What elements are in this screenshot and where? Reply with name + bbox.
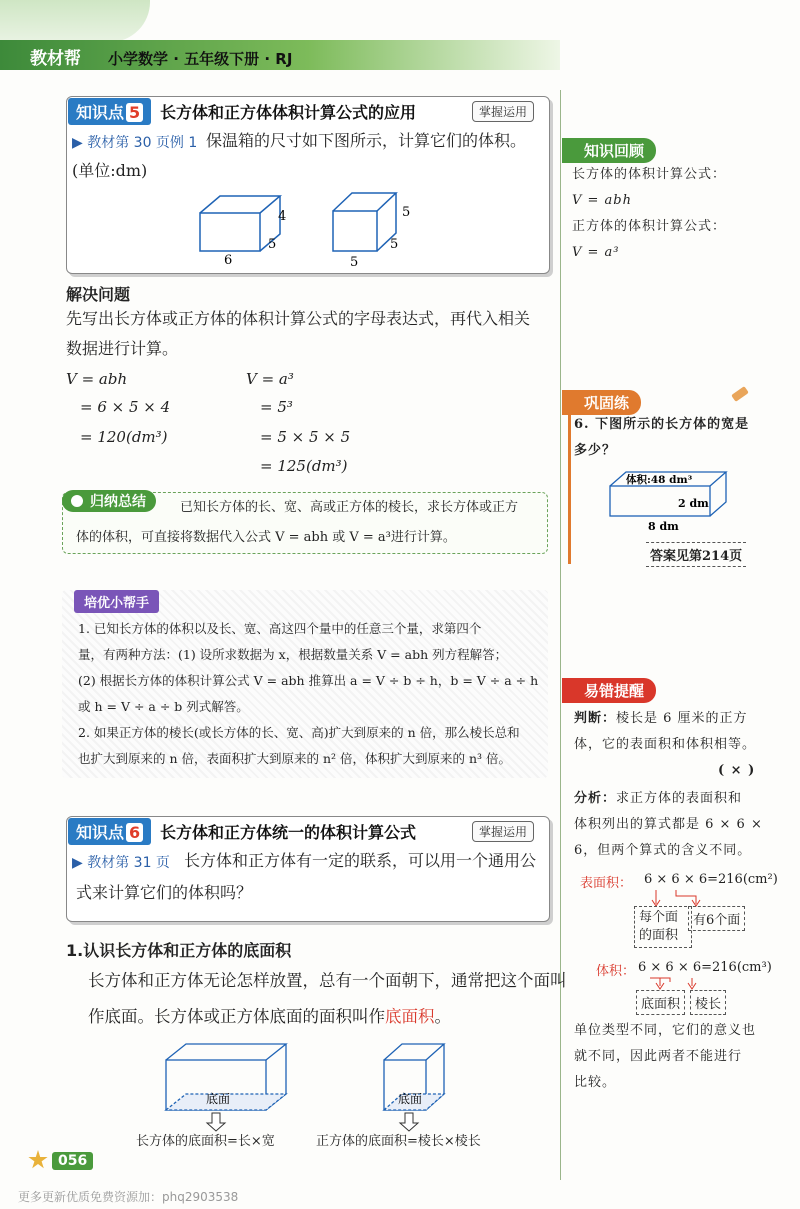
- knowledge-point-5-tag: 知识点 5: [68, 98, 151, 125]
- conclusion-line-3: 比较。: [574, 1075, 617, 1090]
- term-base-area: 底面积: [385, 1007, 435, 1026]
- red-arrow-icon: [652, 890, 660, 906]
- helper-line: 1. 已知长方体的体积以及长、宽、高这四个量中的任意三个量，求第四个: [78, 621, 482, 636]
- cuboid-top: [166, 1044, 286, 1060]
- solve-text-1: 先写出长方体或正方体的体积计算公式的字母表达式，再代入相关: [66, 309, 531, 328]
- calc-right-3: = 5 × 5 × 5: [260, 428, 351, 446]
- practice-question-1: 6. 下图所示的长方体的宽是: [574, 417, 750, 432]
- calc-left-3: = 120(dm³): [80, 428, 168, 446]
- cuboid-height-label: 4: [278, 209, 287, 224]
- calc-left-2: = 6 × 5 × 4: [80, 398, 171, 416]
- target-icon: [68, 492, 86, 510]
- volume-box-base-area: 底面积: [636, 990, 685, 1015]
- k6-question-1: 长方体和正方体有一定的联系，可以用一个通用公: [184, 851, 537, 870]
- solve-heading: 解决问题: [66, 285, 131, 304]
- example-question: 保温箱的尺寸如下图所示，计算它们的体积。: [206, 131, 527, 150]
- conclusion-line-1: 单位类型不同，它们的意义也: [574, 1023, 757, 1038]
- cube-front: [333, 211, 377, 251]
- unit-note: (单位:dm): [72, 161, 148, 180]
- book-title: 小学数学 · 五年级下册 · RJ: [108, 50, 293, 68]
- practice-figure: [604, 466, 734, 536]
- box-figures: [190, 188, 430, 268]
- k6-question-2: 式来计算它们的体积吗？: [76, 883, 253, 902]
- base-area-text-1: 长方体和正方体无论怎样放置，总有一个面朝下，通常把这个面叫: [88, 971, 567, 990]
- review-line: V = abh: [572, 193, 632, 208]
- pencil-icon: [731, 386, 749, 402]
- knowledge-point-6-tag: 知识点 6: [68, 818, 151, 845]
- helper-line: 也扩大到原来的 n 倍，表面积扩大到原来的 n² 倍，体积扩大到原来的 n³ 倍。: [78, 751, 512, 766]
- knowledge-point-6-title: 长方体和正方体统一的体积计算公式: [160, 823, 417, 842]
- caption-cube: 正方体的底面积=棱长×棱长: [316, 1134, 481, 1149]
- analysis-line-2: 体积列出的算式都是 6 × 6 ×: [574, 817, 763, 832]
- base-area-text-2: 作底面。长方体或正方体底面的面积叫作底面积。: [88, 1007, 451, 1026]
- volume-label: 体积：: [596, 964, 636, 979]
- page-header: [0, 0, 800, 78]
- practice-label: 巩固练: [562, 390, 641, 415]
- practice-question-2: 多少？: [574, 443, 617, 458]
- helper-text: [78, 616, 538, 772]
- header-decoration: [0, 0, 150, 42]
- surface-box-six-faces: 有6个面: [688, 906, 745, 931]
- cuboid-base-label: 底面: [206, 1092, 231, 1106]
- judge-line-2: 体，它的表面积和体积相等。: [574, 737, 757, 752]
- brand-logo: 教材帮: [30, 49, 81, 69]
- watermark: 更多更新优质免费资源加：phq2903538: [18, 1190, 239, 1204]
- knowledge-point-5-title: 长方体和正方体体积计算公式的应用: [160, 103, 417, 122]
- practice-height-label: 2 dm: [678, 497, 709, 510]
- calc-right-2: = 5³: [260, 398, 293, 416]
- red-arrow-icon: [650, 978, 670, 989]
- mistake-label: 易错提醒: [562, 678, 656, 703]
- conclusion-line-2: 就不同，因此两者不能进行: [574, 1049, 743, 1064]
- base-area-heading: 1.认识长方体和正方体的底面积: [66, 941, 292, 960]
- review-line: 正方体的体积计算公式：: [572, 219, 727, 234]
- review-line: 长方体的体积计算公式：: [572, 167, 727, 182]
- mastery-badge: 掌握运用: [472, 101, 534, 122]
- down-arrow-icon: [400, 1113, 418, 1131]
- volume-expr: 6 × 6 × 6=216(cm³): [638, 960, 772, 975]
- column-divider: [560, 90, 561, 1180]
- cube-top: [333, 193, 396, 211]
- review-label: 知识回顾: [562, 138, 656, 163]
- surface-label: 表面积：: [580, 876, 633, 891]
- down-arrow-icon: [207, 1113, 225, 1131]
- textbook-reference: ▶ 教材第 31 页: [72, 855, 170, 871]
- page-number: 056: [52, 1152, 93, 1170]
- summary-line-1: 已知长方体的长、宽、高或正方体的棱长，求长方体或正方: [180, 500, 519, 515]
- solve-text-2: 数据进行计算。: [66, 339, 179, 358]
- helper-line: 或 h = V ÷ a ÷ b 列式解答。: [78, 699, 249, 714]
- caption-cuboid: 长方体的底面积=长×宽: [136, 1134, 275, 1149]
- helper-line: 2. 如果正方体的棱长(或长方体的长、宽、高)扩大到原来的 n 倍，那么棱长总和: [78, 725, 520, 740]
- cuboid-length-label: 6: [224, 253, 233, 268]
- practice-bar: [568, 404, 571, 564]
- analysis-line-3: 6，但两个算式的含义不同。: [574, 843, 752, 858]
- surface-box-each-face: 每个面 的面积: [634, 906, 692, 948]
- summary-label: 归纳总结: [62, 490, 156, 512]
- verdict: ( × ): [718, 763, 756, 778]
- practice-volume-label: 体积:48 dm³: [626, 474, 693, 486]
- red-arrow-icon: [676, 890, 700, 906]
- surface-expr: 6 × 6 × 6=216(cm²): [644, 872, 778, 887]
- textbook-reference: ▶ 教材第 30 页例 1: [72, 135, 198, 151]
- calc-right-4: = 125(dm³): [260, 457, 348, 475]
- helper-line: (2) 根据长方体的体积计算公式 V = abh 推算出 a = V ÷ b ÷ h，b = V ÷ a ÷ h: [78, 673, 539, 688]
- analysis-line-1: 分析：求正方体的表面积和: [574, 791, 743, 806]
- cuboid-front: [200, 213, 260, 251]
- cube-height-label: 5: [402, 205, 411, 220]
- cuboid-top: [200, 196, 280, 213]
- summary-line-2: 体的体积，可直接将数据代入公式 V = abh 或 V = a³进行计算。: [76, 530, 456, 545]
- calc-right-1: V = a³: [246, 370, 294, 388]
- helper-label: 培优小帮手: [74, 590, 159, 613]
- volume-box-edge: 棱长: [690, 990, 726, 1015]
- cube-base-label: 底面: [398, 1092, 423, 1106]
- star-mascot-icon: [28, 1150, 48, 1170]
- practice-length-label: 8 dm: [648, 520, 679, 533]
- cube-width-label: 5: [390, 237, 399, 252]
- red-arrow-icon: [688, 978, 696, 989]
- review-line: V = a³: [572, 245, 620, 260]
- mastery-badge: 掌握运用: [472, 821, 534, 842]
- judge-line-1: 判断：棱长是 6 厘米的正方: [574, 711, 748, 726]
- helper-line: 量，有两种方法：(1) 设所求数据为 x，根据数量关系 V = abh 列方程解答；: [78, 647, 508, 662]
- cube-top: [384, 1044, 444, 1060]
- cube-length-label: 5: [350, 255, 359, 268]
- review-text: [572, 162, 726, 266]
- cuboid-width-label: 5: [268, 237, 277, 252]
- answer-link[interactable]: 答案见第214页: [646, 542, 746, 567]
- calc-left-1: V = abh: [66, 370, 128, 388]
